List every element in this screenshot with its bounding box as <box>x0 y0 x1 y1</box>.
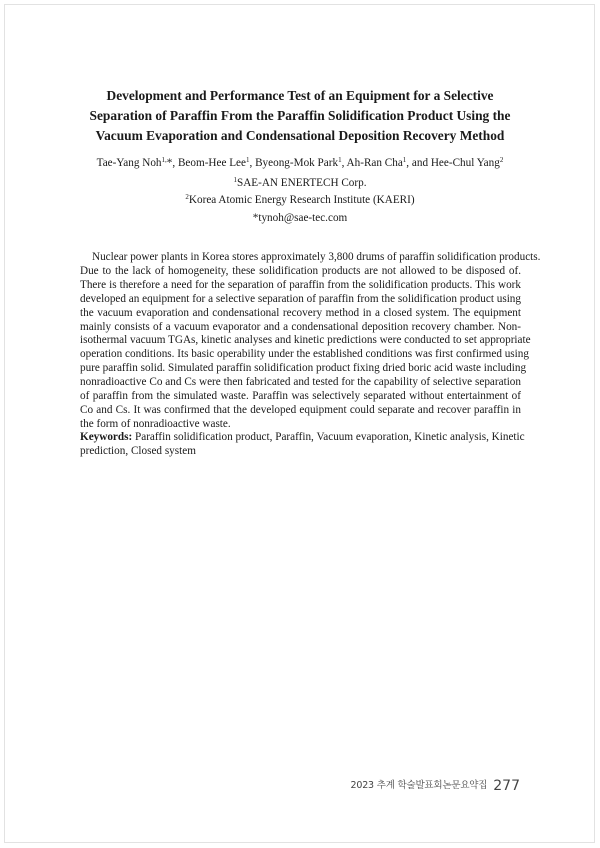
abstract-line: Nuclear power plants in Korea stores approximately 3,800 drums of paraffin solidification products. <box>92 251 541 263</box>
author-list <box>0 156 600 170</box>
keywords-section <box>80 430 525 458</box>
author-separator: , <box>249 157 256 169</box>
author-separator: , and <box>406 157 431 169</box>
abstract-line: developed an equipment for a selective separation of paraffin from the solidification product using <box>80 292 521 305</box>
author-separator: *, <box>166 157 178 169</box>
keywords-label: Keywords: <box>80 431 133 443</box>
abstract-line: mainly consists of a vacuum evaporator and a condensational deposition recovery chamber. Non- <box>80 320 521 333</box>
page-footer <box>351 775 520 794</box>
abstract <box>80 251 541 432</box>
affiliation <box>0 176 600 190</box>
title-line: Development and Performance Test of an Equipment for a Selective <box>106 88 494 103</box>
abstract-line: Due to the lack of homogeneity, these solidification products are not allowed to be disposed of. <box>80 264 521 277</box>
abstract-line: the vacuum evaporation and condensational recovery method in a closed system. The equipment <box>80 306 521 319</box>
author-affiliation-mark: 2 <box>499 156 504 164</box>
author-affiliation-mark: 1 <box>402 156 407 164</box>
author-separator: , <box>341 157 347 169</box>
author-affiliation-mark: 1, <box>161 156 167 164</box>
title-line: Vacuum Evaporation and Condensational Deposition Recovery Method <box>95 127 505 143</box>
page-number: 277 <box>493 778 520 794</box>
author-name: Tae-Yang Noh <box>96 157 162 169</box>
title-line: Separation of Paraffin From the Paraffin Solidification Product Using the <box>89 107 511 123</box>
abstract-line: the form of nonradioactive waste. <box>80 417 231 430</box>
abstract-line: Co and Cs. It was confirmed that the developed equipment could separate and recover paraffin in <box>80 403 521 416</box>
abstract-line: isothermal vacuum TGAs, kinetic analyses and kinetic predictions were conducted to set appropriate <box>80 334 531 347</box>
author-affiliation-mark: 1 <box>338 156 342 164</box>
abstract-line: There is therefore a need for the separation of paraffin from the solidification products. This work <box>80 278 521 291</box>
affiliation-text: Korea Atomic Energy Research Institute (KAERI) <box>188 194 415 206</box>
author-name: Ah-Ran Cha <box>346 157 403 169</box>
paper-title <box>60 86 540 145</box>
conference-name: 2023 추계 학술발표회논문요약집 <box>350 780 488 791</box>
keywords-text: Paraffin solidification product, Paraffin, Vacuum evaporation, Kinetic analysis, Kinetic <box>135 431 525 443</box>
affiliation-mark: 2 <box>185 193 189 201</box>
affiliation-text: SAE-AN ENERTECH Corp. <box>236 177 367 189</box>
affiliation <box>0 193 600 207</box>
corresponding-email: *tynoh@sae-tec.com <box>252 212 348 224</box>
author-name: Byeong-Mok Park <box>255 157 339 169</box>
author-name: Beom-Hee Lee <box>177 157 246 169</box>
keywords-text: prediction, Closed system <box>80 445 196 457</box>
author-affiliation-mark: 1 <box>246 156 250 164</box>
author-name: Hee-Chul Yang <box>430 157 500 169</box>
abstract-line: pure paraffin solid. Simulated paraffin solidification product fixing dried boric acid waste including <box>80 362 527 375</box>
affiliation-mark: 1 <box>233 176 237 184</box>
abstract-line: of paraffin from the simulated waste. Paraffin was selectively separated without entertainment of <box>80 390 521 403</box>
abstract-line: nonradioactive Co and Cs were then fabricated and tested for the capability of selective separation <box>80 376 521 389</box>
abstract-line: operation conditions. Its basic operability under the established conditions was first confirmed using <box>80 348 529 361</box>
